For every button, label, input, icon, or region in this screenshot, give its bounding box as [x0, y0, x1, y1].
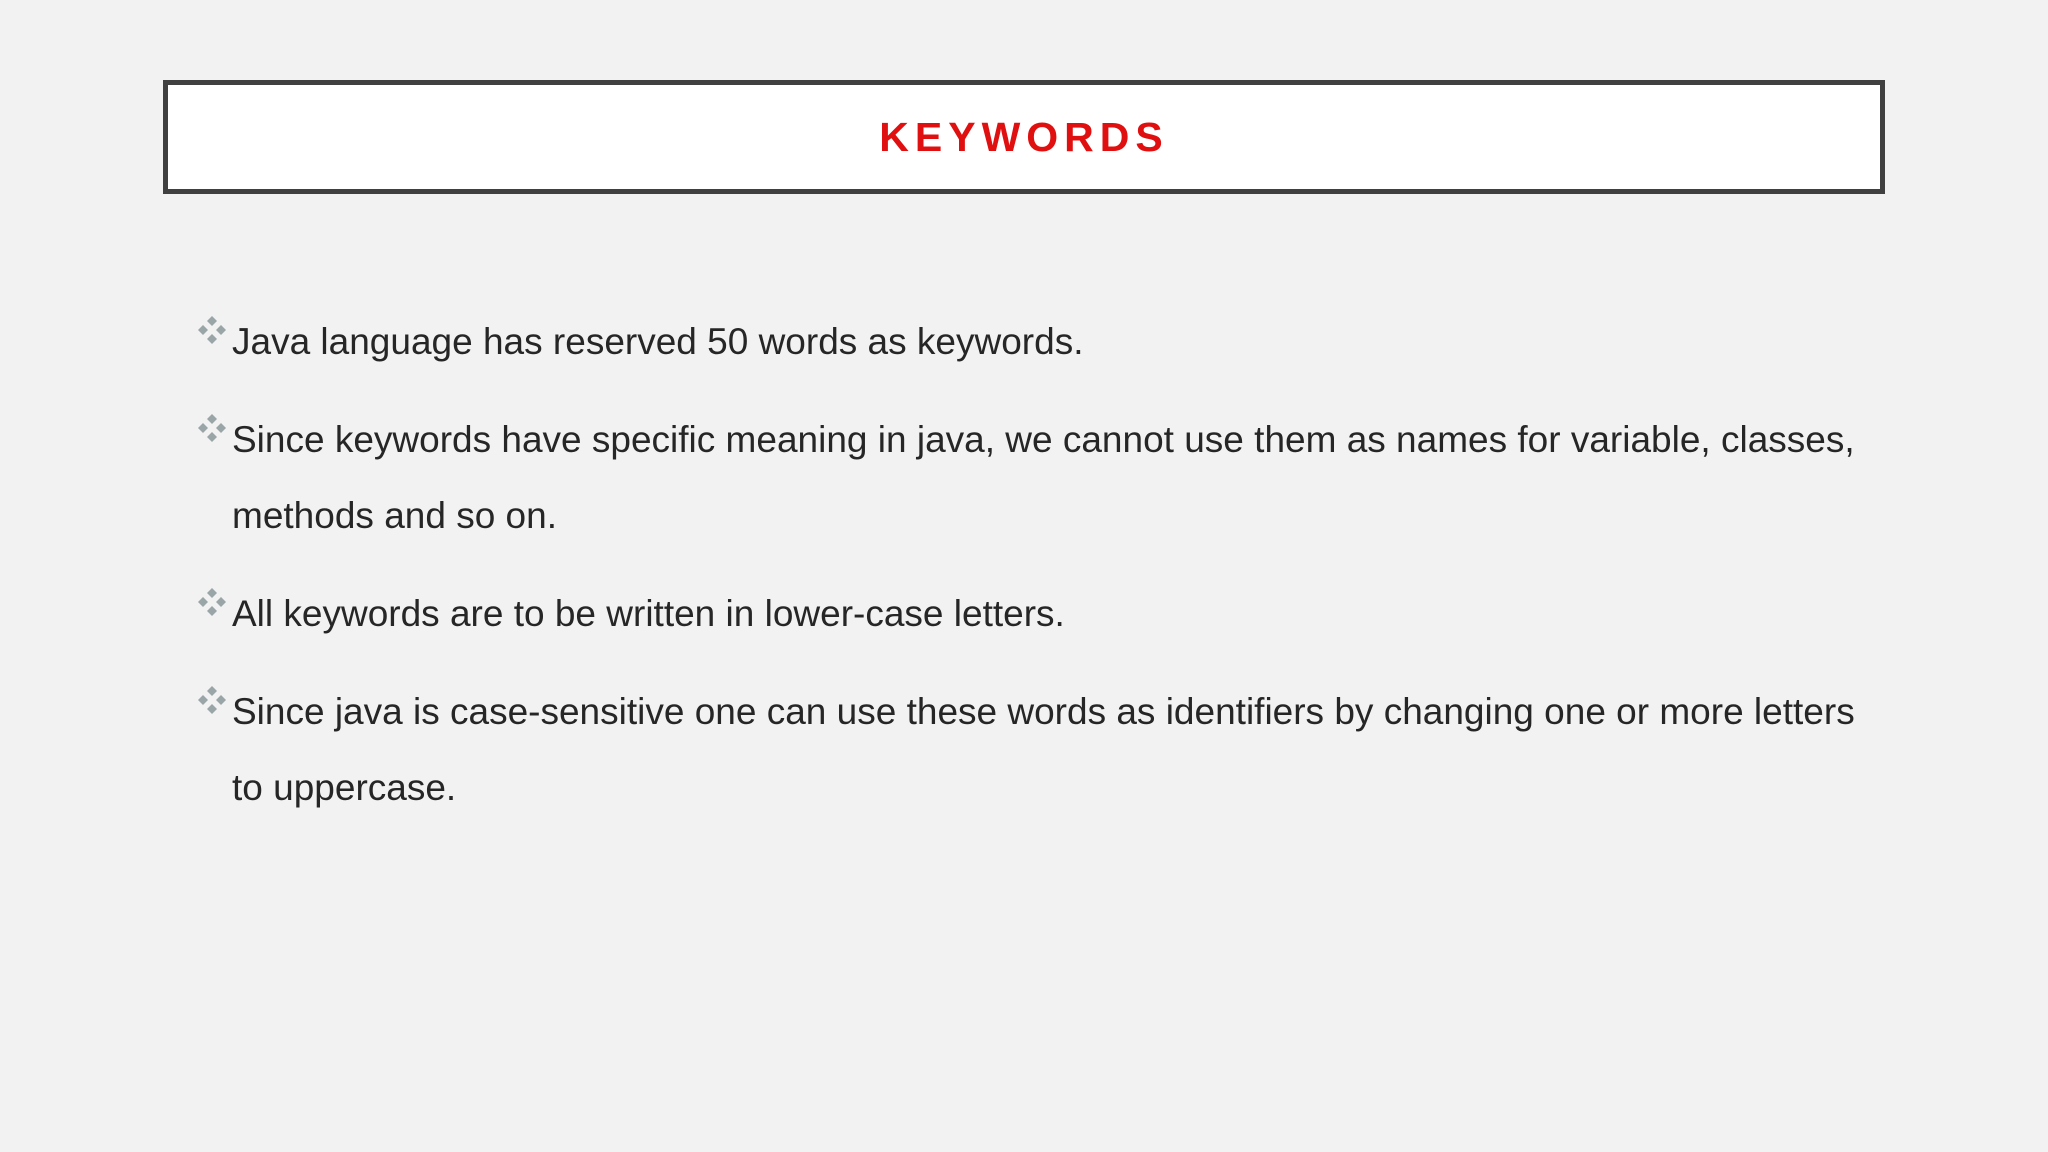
bullet-text: All keywords are to be written in lower-case letters.	[232, 593, 1065, 634]
slide-title: KEYWORDS	[879, 113, 1169, 160]
bullet-text: Java language has reserved 50 words as keywords.	[232, 321, 1084, 362]
four-diamond-bullet-icon	[196, 412, 228, 444]
bullet-item	[196, 674, 1856, 826]
title-box	[163, 80, 1885, 194]
bullet-text: Since java is case-sensitive one can use these words as identifiers by changing one or more letters to uppercase.	[232, 691, 1855, 808]
bullet-text: Since keywords have specific meaning in java, we cannot use them as names for variable, classes, methods and so on.	[232, 419, 1855, 536]
bullet-item	[196, 304, 1856, 380]
bullet-item	[196, 576, 1856, 652]
four-diamond-bullet-icon	[196, 684, 228, 716]
bullet-item	[196, 402, 1856, 554]
four-diamond-bullet-icon	[196, 586, 228, 618]
bullet-list	[196, 304, 1856, 848]
four-diamond-bullet-icon	[196, 314, 228, 346]
